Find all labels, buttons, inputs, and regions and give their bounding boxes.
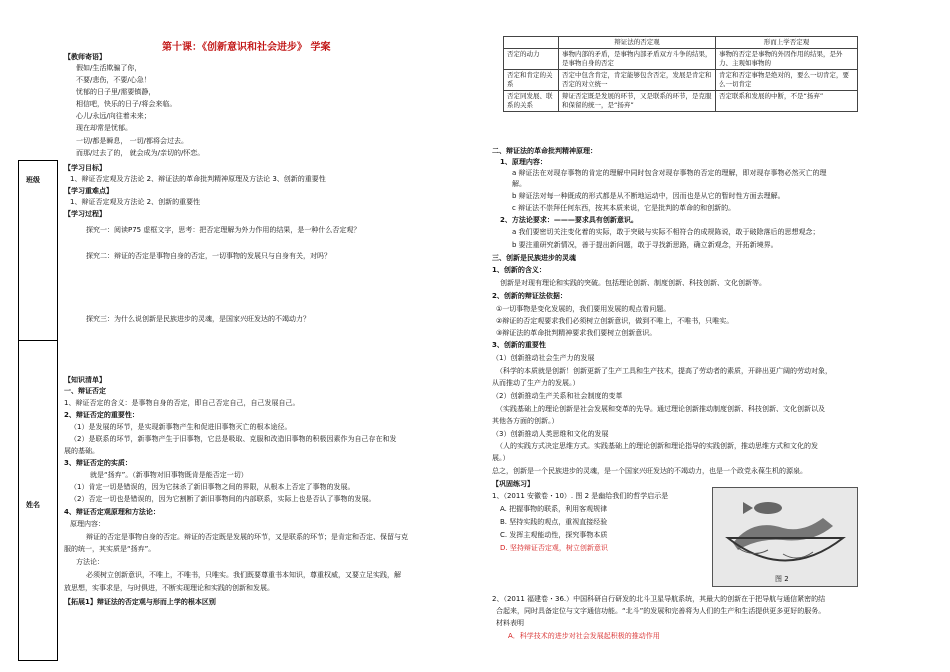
s3-1a: 创新是对现有理论和实践的突破。包括理论创新、制度创新、科技创新、文化创新等。 xyxy=(500,279,766,287)
inquiry-2: 探究二：辩证的否定是事物自身的否定，一切事物的发展只与自身有关，对吗？ xyxy=(86,252,331,260)
k1-4f: 放思想，实事求是，与时俱进，不断实现理论和实践的创新和发展。 xyxy=(64,584,274,592)
s3-2c: ③辩证法的革命批判精神要求我们要树立创新意识。 xyxy=(496,329,657,337)
table-cell: 否定和肯定的关系 xyxy=(504,70,559,91)
figure-caption: 图 2 xyxy=(775,575,789,583)
k1-4b: 辩证的否定是事物自身的否定。辩证的否定既是发展的环节，又是联系的环节；是肯定和否定、保留与克 xyxy=(86,533,408,541)
s3-1: 1、创新的含义： xyxy=(492,266,546,274)
s3-3h: （人的实践方式决定思维方式。实践基础上的理论创新和理论指导的实践创新，推动思维方式和文化的发 xyxy=(496,442,818,450)
margin-line-vertical xyxy=(57,160,58,660)
table-cell: 否定中包含肯定，肯定能够包含否定，发展是肯定和否定的对立统一 xyxy=(559,70,716,91)
s3-3: 3、创新的重要性 xyxy=(492,341,546,349)
s3-3c: 从而推动了生产力的发展。） xyxy=(492,379,580,387)
q1-option-a: A. 把握事物的联系，利用客观规律 xyxy=(500,505,608,513)
table-row xyxy=(504,91,858,112)
question-1: 1、（2011 安徽卷・10）. 图 2 是幽给我们的哲学启示是 xyxy=(492,492,669,500)
k1-3: 3、辩证否定的实质： xyxy=(64,459,132,467)
k1-4e: 必须树立创新意识，不唯上，不唯书，只唯实。我们既要尊重书本知识，尊重权威，又要立足实践，解 xyxy=(86,571,401,579)
s2-2b: b 要注重研究新情况，善于提出新问题，敢于寻找新思路，确立新观念，开拓新境界。 xyxy=(512,241,778,249)
table-cell: 肯定和否定事物是绝对的，要么一切肯定，要么一切肯定 xyxy=(716,70,858,91)
s2-1b: b 辩证法对每一种既成的形式都是从不断地运动中，因而也是从它的暂时性方面去理解。 xyxy=(512,192,785,200)
s2-2: 2、方法论要求：———要求具有创新意识。 xyxy=(500,216,638,224)
practice-heading: 【巩固练习】 xyxy=(492,480,534,488)
margin-line-top xyxy=(18,160,58,161)
poem-line: 现在却常是忧郁。 xyxy=(76,124,132,132)
fish-bowl-illustration xyxy=(713,488,857,586)
expand-heading: 【拓展1】辩证法的否定观与形而上学的根本区别 xyxy=(64,598,216,606)
s3-summary: 总之，创新是一个民族进步的灵魂，是一个国家兴旺发达的不竭动力，也是一个政党永葆生机的源泉。 xyxy=(492,467,807,475)
s3-3f: 其他各方面的创新。） xyxy=(492,417,559,425)
process-heading: 【学习过程】 xyxy=(64,210,106,218)
k1-3a: 就是“扬弃”。（新事物对旧事物既肯是能否定一切） xyxy=(90,471,248,479)
q1-option-b: B. 坚持实践的观点，重视直接经验 xyxy=(500,518,608,526)
poem-line: 心儿/永远/向往着未来； xyxy=(76,112,151,120)
table-cell: 否定同发展、联系的关系 xyxy=(504,91,559,112)
poem-line: 忧郁的日子里/需要镇静， xyxy=(76,88,156,96)
poem-line: 假如/生活欺骗了你， xyxy=(76,64,142,72)
poem-line: 相信吧，快乐的日子/将会来临。 xyxy=(76,100,177,108)
table-row xyxy=(504,70,858,91)
section-3-heading: 三、创新是民族进步的灵魂 xyxy=(492,254,576,262)
s2-1a: a 辩证法在对现存事物的肯定的理解中同时包含对现存事物的否定的理解，即对现存事物必然灭亡的理 xyxy=(512,169,827,177)
s2-2a: a 我们要密切关注变化着的实际，敢于突破与实际不相符合的成规陈说，敢于破除落后的思想观念； xyxy=(512,228,820,236)
margin-line-left xyxy=(18,160,19,660)
s3-3b: （科学的本质就是创新！创新更新了生产工具和生产技术，提高了劳动者的素质，开辟出更广阔的劳动对象， xyxy=(496,367,832,375)
key-heading: 【学习重难点】 xyxy=(64,187,113,195)
s3-3e: （实践基础上的理论创新是社会发展和变革的先导。通过理论创新推动制度创新、科技创新、文化创新以及 xyxy=(496,405,825,413)
table-cell: 否定的动力 xyxy=(504,49,559,70)
q1-option-d: D. 坚持辩证否定观，树立创新意识 xyxy=(500,544,608,552)
k1-4d: 方法论： xyxy=(76,558,104,566)
k1-2b: （2）是联系的环节，新事物产生于旧事物，它总是吸取、克服和改造旧事物的积极因素作为自己存在和发 xyxy=(70,435,397,443)
k1-4a: 原理内容： xyxy=(70,520,105,528)
s2-1c: c 辩证法不崇拜任何东西，按其本质来说，它是批判的革命的和创新的。 xyxy=(512,204,736,212)
s2-1a2: 解。 xyxy=(512,180,526,188)
table-cell: 事物内部的矛盾，是事物内部矛盾双方斗争的结果，是事物自身的否定 xyxy=(559,49,716,70)
k1-2c: 展的基础。 xyxy=(64,447,99,455)
page-title: 第十课：《创新意识和社会进步》 学案 xyxy=(162,42,331,53)
inquiry-1: 探究一：阅读P75 虚框文字，思考：把否定理解为外力作用的结果，是一种什么否定观？ xyxy=(86,226,361,234)
s3-3i: 展。） xyxy=(492,454,510,462)
k1-4: 4、辩证否定观原理和方法论： xyxy=(64,508,160,516)
knowledge-heading: 【知识清单】 xyxy=(64,376,106,384)
table-cell: 否定联系和发展的中断，不是“扬弃” xyxy=(716,91,858,112)
class-label: 班级 xyxy=(26,176,40,184)
table-header-row xyxy=(504,37,858,49)
q1-option-c: C. 发挥主观能动性，探究事物本质 xyxy=(500,531,608,539)
question-2-answer: A．科学技术的进步对社会发展起积极的推动作用 xyxy=(508,632,660,640)
s3-2: 2、创新的辩证法依据： xyxy=(492,292,567,300)
teacher-words-heading: 【教师寄语】 xyxy=(64,53,106,61)
goals-heading: 【学习目标】 xyxy=(64,164,106,172)
section-1-heading: 一、辩证否定 xyxy=(64,387,106,395)
key-text: 1、辩证否定观及方法论 2、创新的重要性 xyxy=(70,198,201,206)
s3-3d: （2）创新推动生产关系和社会制度的变革 xyxy=(492,392,623,400)
margin-line-mid xyxy=(18,340,58,341)
poem-line: 而那/过去了的， 就会成为/亲切的/怀恋。 xyxy=(76,149,205,157)
poem-line: 一切/都是瞬息， 一切/都将会过去。 xyxy=(76,137,188,145)
name-label: 姓名 xyxy=(26,501,40,509)
k1-3b: （1）肯定一切是错误的，因为它抹杀了新旧事物之间的界限，从根本上否定了事物的发展。 xyxy=(70,483,355,491)
goals-text: 1、辩证否定观及方法论 2、辩证法的革命批判精神原理及方法论 3、创新的重要性 xyxy=(70,175,326,183)
table-cell: 事物的否定是事物的外因作用的结果，是外力、主观如事物的 xyxy=(716,49,858,70)
question-2: 2、（2011 福建卷・36.）中国科研自行研发的北斗卫星导航系统，其最大的创新在于把导航与通信紧密的结 xyxy=(492,595,826,603)
s2-1: 1、原理内容： xyxy=(500,158,547,166)
margin-line-bottom xyxy=(18,660,58,661)
s3-2b: ②辩证的否定观要求我们必须树立创新意识，做到不唯上，不唯书，只唯实。 xyxy=(496,317,734,325)
question-2-c: 材料表明 xyxy=(496,619,524,627)
table-header-cell: 辩证法的否定观 xyxy=(559,37,716,49)
table-cell: 辩证否定既是发展的环节，又是联系的环节，是克服和保留的统一，是“扬弃” xyxy=(559,91,716,112)
question-2-b: 合起来，同时具备定位与文字通信功能。“北斗”的发展和完善将为人们的生产和生活提供更多更好的服务。 xyxy=(496,607,826,615)
s3-3a: （1）创新推动社会生产力的发展 xyxy=(492,354,595,362)
poem-line: 不要/悲伤，不要/心急！ xyxy=(76,76,151,84)
k1-3c: （2）否定一切也是错误的，因为它割断了新旧事物间的内部联系，实际上也是否认了事物的发展。 xyxy=(70,495,376,503)
comparison-table xyxy=(503,36,858,112)
question-figure xyxy=(712,487,858,587)
inquiry-3: 探究三：为什么说创新是民族进步的灵魂，是国家兴旺发达的不竭动力？ xyxy=(86,315,310,323)
s3-2a: ①一切事物是变化发展的，我们要用发展的观点看问题。 xyxy=(496,305,671,313)
k1-4c: 服的统一，其实质是“扬弃”。 xyxy=(64,545,156,553)
table-header-cell xyxy=(504,37,559,49)
table-header-cell: 形而上学否定观 xyxy=(716,37,858,49)
section-2-heading: 二、辩证法的革命批判精神原理： xyxy=(492,147,597,155)
s3-3g: （3）创新推动人类思维和文化的发展 xyxy=(492,430,609,438)
table-row xyxy=(504,49,858,70)
k1-2a: （1）是发展的环节，是实现新事物产生和促进旧事物灭亡的根本途径。 xyxy=(70,423,292,431)
k1-1: 1、辩证否定的含义：是事物自身的否定，即自己否定自己，自己发展自己。 xyxy=(64,399,300,407)
k1-2: 2、辩证否定的重要性： xyxy=(64,411,139,419)
